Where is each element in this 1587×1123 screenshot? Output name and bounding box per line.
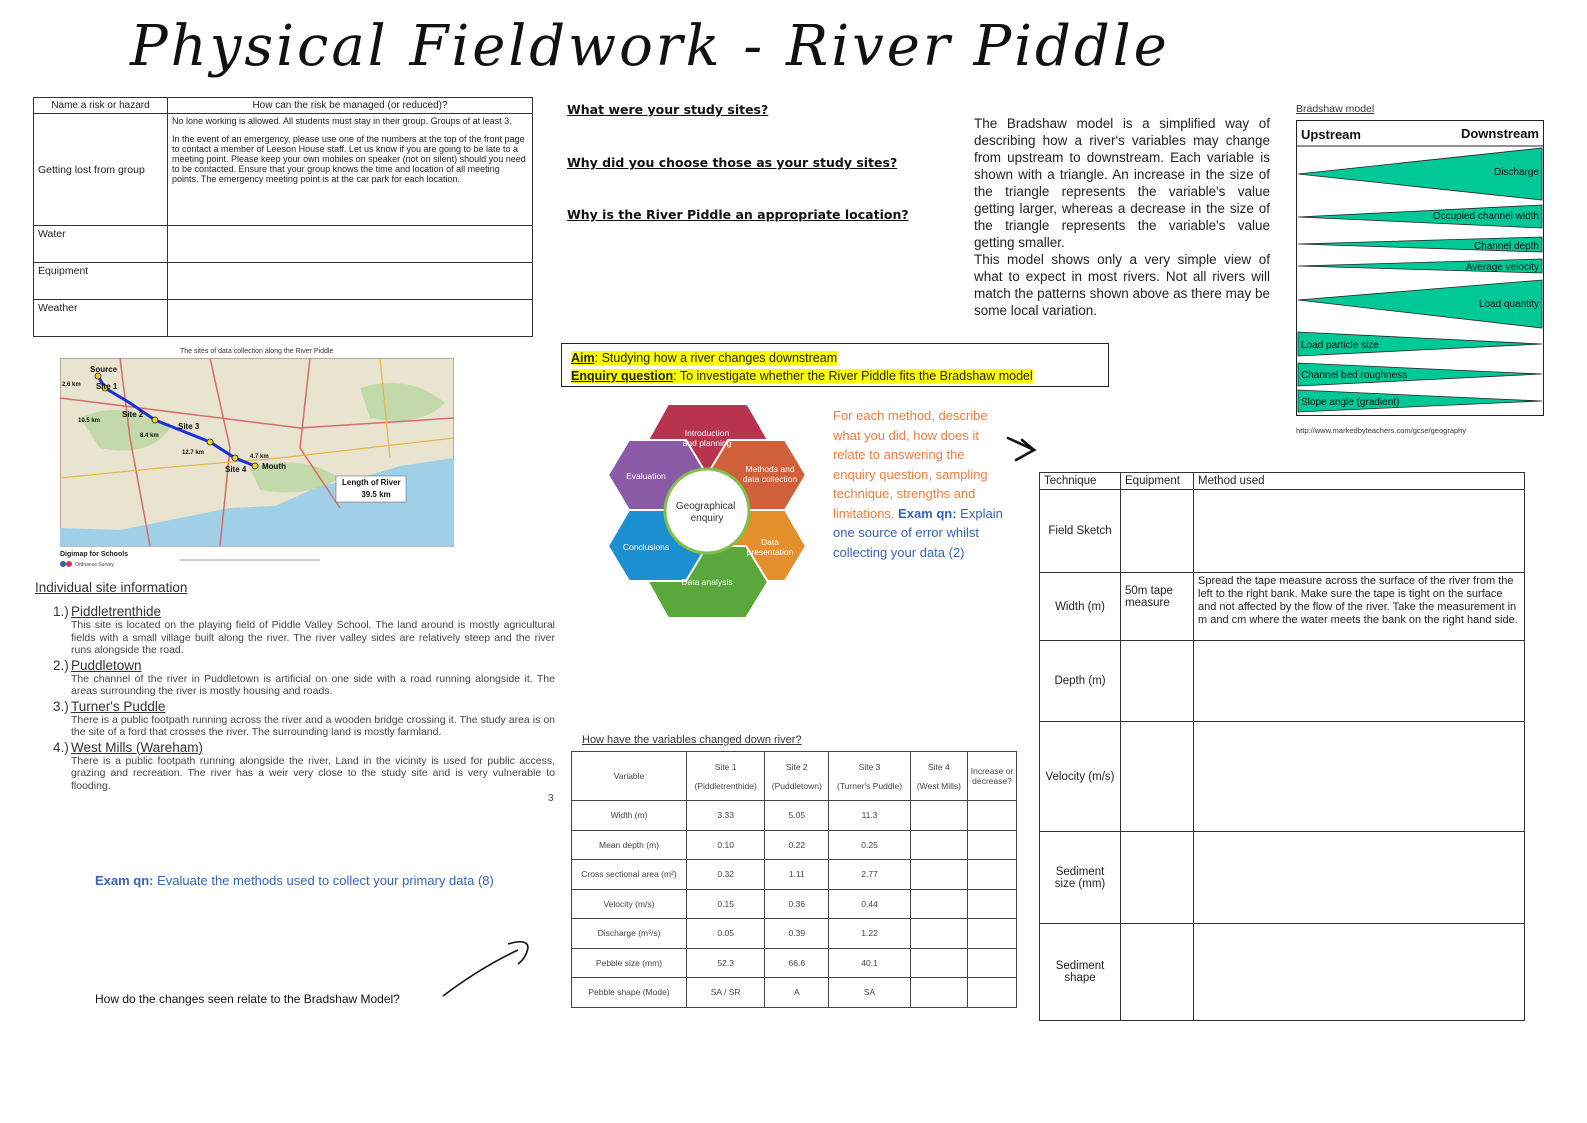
- cycle-center-line: enquiry: [690, 513, 724, 524]
- map-distance: 12.7 km: [182, 450, 205, 456]
- variable-value[interactable]: [910, 948, 967, 978]
- variable-name: Discharge (m³/s): [572, 919, 687, 949]
- variable-value[interactable]: [910, 860, 967, 890]
- arrow-icon: [1004, 432, 1044, 464]
- variables-header-row: [572, 752, 1017, 801]
- variable-value: 0.10: [687, 830, 765, 860]
- variable-value[interactable]: [910, 801, 967, 831]
- map-os-label: Ordnance Survey: [75, 562, 114, 568]
- table-row: [34, 226, 533, 263]
- downstream-label: Downstream: [1460, 126, 1539, 141]
- bradshaw-paragraph: This model shows only a very simple view of what to expect in most rivers. Not all rivers will match the patterns shown above as there may be some local variation.: [974, 252, 1270, 318]
- variable-value[interactable]: [968, 948, 1017, 978]
- table-row: [1040, 641, 1525, 722]
- bradshaw-paragraph: The Bradshaw model is a simplified way of describing how a river's variables may change from upstream to downstream. Each variable is shown with a triangle. An increase in the size of the triangle represents the variable's value getting larger, whereas a decrease in the size of the triangle represents the variable's value getting smaller.: [974, 116, 1270, 250]
- map-distance: 8.4 km: [140, 433, 159, 439]
- cycle-stage-label: Methods and data collection: [742, 464, 798, 484]
- variable-value: SA / SR: [687, 978, 765, 1008]
- site-description: There is a public footpath running across the river and a wooden bridge crossing it. The study area is on the site of a ford that crosses the river. The surrounding land is mostly farmland.: [71, 713, 555, 738]
- map-label-site2: Site 2: [122, 410, 144, 419]
- technique-equipment[interactable]: [1121, 490, 1194, 573]
- bradshaw-label: Load quantity: [1478, 299, 1539, 310]
- variable-value: 0.39: [765, 919, 829, 949]
- variable-name: Cross sectional area (m²): [572, 860, 687, 890]
- risk-table: [33, 97, 533, 337]
- technique-name: Sediment size (mm): [1040, 832, 1121, 924]
- technique-name: Velocity (m/s): [1040, 722, 1121, 832]
- variable-value: 3.33: [687, 801, 765, 831]
- cycle-stage-label: Data analysis: [681, 577, 733, 587]
- map-label-source: Source: [90, 365, 118, 374]
- bradshaw-diagram: [1296, 120, 1544, 416]
- table-row: [1040, 573, 1525, 641]
- technique-header: Equipment: [1121, 473, 1194, 490]
- page-number: 3: [548, 793, 554, 804]
- exam-question-label: Exam qn:: [898, 505, 957, 521]
- table-row: [34, 114, 533, 226]
- cycle-center-line: Geographical: [675, 501, 736, 512]
- map-distance: 10.5 km: [78, 418, 101, 424]
- bradshaw-label: Occupied channel width: [1432, 211, 1539, 222]
- map-footer: Digimap for Schools: [60, 551, 129, 558]
- variable-value: 0.22: [765, 830, 829, 860]
- table-row: [572, 889, 1017, 919]
- site-name: Turner's Puddle: [71, 698, 166, 714]
- aim-box: [561, 343, 1109, 387]
- bradshaw-label: Load particle size: [1301, 340, 1379, 351]
- risk-table-header: [34, 98, 533, 114]
- technique-name: Depth (m): [1040, 641, 1121, 722]
- table-row: [1040, 722, 1525, 832]
- variable-value: 66.6: [765, 948, 829, 978]
- bradshaw-label: Discharge: [1493, 167, 1539, 178]
- technique-equipment[interactable]: 50m tape measure: [1121, 573, 1194, 641]
- site-name: Piddletrenthide: [71, 604, 162, 619]
- variable-value[interactable]: [968, 860, 1017, 890]
- table-row: [1040, 832, 1525, 924]
- variables-header: Site 4 (West Mills): [910, 752, 967, 801]
- variable-value[interactable]: [910, 830, 967, 860]
- exam-question-text: Evaluate the methods used to collect your primary data (8): [153, 873, 494, 888]
- map-label-site4: Site 4: [225, 465, 247, 474]
- variables-header: Site 3 (Turner's Puddle): [829, 752, 910, 801]
- question-appropriate-location: Why is the River Piddle an appropriate location?: [567, 207, 909, 222]
- variable-value: A: [765, 978, 829, 1008]
- arrow-icon: [440, 938, 532, 998]
- site-number: 3.): [53, 698, 69, 714]
- technique-header-row: [1040, 473, 1525, 490]
- variable-value[interactable]: [968, 978, 1017, 1008]
- cycle-stage-label: Data presentation: [746, 537, 794, 557]
- risk-header-hazard: Name a risk or hazard: [34, 98, 168, 114]
- technique-method[interactable]: [1194, 832, 1525, 924]
- site-description: This site is located on the playing field of Piddle Valley School. The land around is mostly agricultural fields with a small village built along the river. The river valley sides are relatively steep and the river runs alongside the road.: [71, 619, 555, 656]
- method-instructions-text: For each method, describe what you did, how does it relate to answering the enquiry question, sampling technique, strengths and limitations.: [833, 408, 988, 521]
- bradshaw-label: Slope angle (gradient): [1301, 397, 1400, 408]
- variable-value: 2.77: [829, 860, 910, 890]
- upstream-label: Upstream: [1301, 127, 1361, 142]
- variable-value: 0.36: [765, 889, 829, 919]
- bradshaw-diagram-label: Bradshaw model: [1296, 103, 1375, 115]
- variable-value: 11.3: [829, 801, 910, 831]
- variable-value: 5.05: [765, 801, 829, 831]
- variable-value: 1.11: [765, 860, 829, 890]
- site-info-list: [53, 604, 555, 793]
- question-why-sites: Why did you choose those as your study sites?: [567, 155, 898, 170]
- bradshaw-description: [974, 115, 1270, 319]
- technique-method[interactable]: [1194, 924, 1525, 1021]
- technique-table: [1039, 472, 1525, 1021]
- variable-value[interactable]: [910, 919, 967, 949]
- variable-value: 0.44: [829, 889, 910, 919]
- technique-name: Field Sketch: [1040, 490, 1121, 573]
- enquiry-label: Enquiry question: [571, 369, 674, 383]
- table-row: [572, 801, 1017, 831]
- risk-hazard: Getting lost from group: [34, 114, 168, 226]
- map-label-site3: Site 3: [178, 422, 200, 431]
- bradshaw-question: How do the changes seen relate to the Bradshaw Model?: [95, 992, 400, 1006]
- variables-header: Variable: [572, 752, 687, 801]
- table-row: [34, 263, 533, 300]
- technique-method[interactable]: [1194, 722, 1525, 832]
- list-item: [53, 604, 555, 657]
- map-length-label: Length of River: [342, 478, 401, 487]
- bradshaw-source: http://www.markedbyteachers.com/gcse/geography: [1296, 426, 1467, 435]
- variable-value[interactable]: [968, 889, 1017, 919]
- technique-header: Technique: [1040, 473, 1121, 490]
- exam-question-primary: [95, 873, 494, 888]
- variables-header: Increase or decrease?: [968, 752, 1017, 801]
- table-row: [572, 860, 1017, 890]
- enquiry-text: : To investigate whether the River Piddle fits the Bradshaw model: [673, 369, 1033, 383]
- variable-value: 52.3: [687, 948, 765, 978]
- aim-label: Aim: [571, 351, 595, 365]
- bradshaw-label: Channel bed roughness: [1301, 370, 1408, 381]
- risk-answer[interactable]: [168, 300, 533, 337]
- variable-value: 0.15: [687, 889, 765, 919]
- table-row: [1040, 924, 1525, 1021]
- exam-question-text: Explain one source of error whilst collecting your data (2): [833, 505, 1003, 560]
- technique-equipment[interactable]: [1121, 832, 1194, 924]
- site-name: Puddletown: [71, 657, 142, 673]
- table-row: [572, 978, 1017, 1008]
- technique-equipment[interactable]: [1121, 722, 1194, 832]
- os-logo-icon: [60, 561, 66, 567]
- risk-hazard: Water: [34, 226, 168, 263]
- map-distance: 4.7 km: [250, 454, 269, 460]
- variable-value[interactable]: [910, 978, 967, 1008]
- site-description: The channel of the river in Puddletown is artificial on one side with a road running alongside it. The areas surrounding the river is mostly housing and roads.: [71, 672, 555, 697]
- list-item: [53, 658, 555, 698]
- risk-answer[interactable]: [168, 263, 533, 300]
- cycle-stage-label: Evaluation: [626, 471, 666, 481]
- technique-header: Method used: [1194, 473, 1525, 490]
- site-description: There is a public footpath running alongside the river. Land in the vicinity is used for public access, grazing and recreation. The river has a weir very close to the study site and is very vulnerable to flooding.: [71, 754, 555, 792]
- table-row: [572, 830, 1017, 860]
- os-logo-icon: [66, 561, 72, 567]
- risk-hazard: Equipment: [34, 263, 168, 300]
- variables-heading: How have the variables changed down river?: [582, 734, 802, 746]
- table-row: [572, 948, 1017, 978]
- risk-answer-text: No lone working is allowed. All students must stay in their group. Groups of at least 3.: [172, 116, 512, 126]
- variables-table: [571, 751, 1017, 1008]
- risk-answer-text: In the event of an emergency, please use one of the numbers at the top of the front page to contact a member of Leeson House staff. Let us know if you are going to be late to a meeting point. Please keep your own mobiles on speaker (not on silent) should you need to be contacted. Ensure that your group knows the time and location of all meeting points. The emergency meeting point is at the car park for each location.: [172, 134, 526, 184]
- enquiry-cycle-diagram: [595, 400, 820, 622]
- variables-header: Site 2 (Puddletown): [765, 752, 829, 801]
- risk-hazard: Weather: [34, 300, 168, 337]
- variable-value: 0.25: [829, 830, 910, 860]
- variable-value[interactable]: [968, 801, 1017, 831]
- page-title: Physical Fieldwork - River Piddle: [130, 14, 1170, 79]
- bradshaw-label: Channel depth: [1473, 241, 1539, 252]
- variable-name: Velocity (m/s): [572, 889, 687, 919]
- site-info-heading: Individual site information: [35, 580, 188, 595]
- cycle-stage-label: Conclusions: [622, 542, 670, 552]
- risk-answer[interactable]: [168, 226, 533, 263]
- variable-value: 1.22: [829, 919, 910, 949]
- map-length-value: 39.5 km: [361, 490, 391, 499]
- site-number: 1.): [53, 604, 69, 619]
- variable-value: 0.05: [687, 919, 765, 949]
- table-row: [34, 300, 533, 337]
- cycle-stage-label: Introduction and planning: [682, 428, 732, 448]
- variable-value[interactable]: [910, 889, 967, 919]
- technique-name: Sediment shape: [1040, 924, 1121, 1021]
- technique-name: Width (m): [1040, 573, 1121, 641]
- aim-text: : Studying how a river changes downstream: [594, 351, 838, 365]
- list-item: [53, 740, 555, 793]
- variables-header: Site 1 (Piddletrenthide): [687, 752, 765, 801]
- list-item: [53, 699, 555, 739]
- table-row: [1040, 490, 1525, 573]
- variable-value[interactable]: [968, 830, 1017, 860]
- river-piddle-map: [60, 358, 454, 568]
- variable-name: Pebble shape (Mode): [572, 978, 687, 1008]
- map-caption: The sites of data collection along the River Piddle: [180, 348, 334, 355]
- site-number: 4.): [53, 739, 69, 755]
- variable-value: 40.1: [829, 948, 910, 978]
- bradshaw-label: Average velocity: [1465, 262, 1539, 273]
- technique-equipment[interactable]: [1121, 924, 1194, 1021]
- technique-equipment[interactable]: [1121, 641, 1194, 722]
- risk-answer[interactable]: [168, 114, 533, 226]
- site-name: West Mills (Wareham): [71, 739, 204, 755]
- exam-question-label: Exam qn:: [95, 873, 154, 888]
- variable-name: Pebble size (mm): [572, 948, 687, 978]
- map-label-site1: Site 1: [96, 382, 118, 391]
- variable-value[interactable]: [968, 919, 1017, 949]
- map-distance: 2.6 km: [62, 382, 81, 388]
- technique-method[interactable]: [1194, 641, 1525, 722]
- variable-value: SA: [829, 978, 910, 1008]
- map-label-mouth: Mouth: [262, 462, 286, 471]
- technique-method[interactable]: Spread the tape measure across the surface of the river from the left to the right bank. Make sure the tape is tight on the surface and not affected by the flow of the river. Take the measurement in m and cm where the water meets the bank on the right hand side.: [1194, 573, 1525, 641]
- table-row: [572, 919, 1017, 949]
- variable-name: Mean depth (m): [572, 830, 687, 860]
- technique-method[interactable]: [1194, 490, 1525, 573]
- variable-value: 0.32: [687, 860, 765, 890]
- site-number: 2.): [53, 657, 69, 673]
- variable-name: Width (m): [572, 801, 687, 831]
- question-study-sites: What were your study sites?: [567, 102, 769, 117]
- method-instructions: [833, 406, 1009, 562]
- risk-header-manage: How can the risk be managed (or reduced)?: [168, 98, 533, 114]
